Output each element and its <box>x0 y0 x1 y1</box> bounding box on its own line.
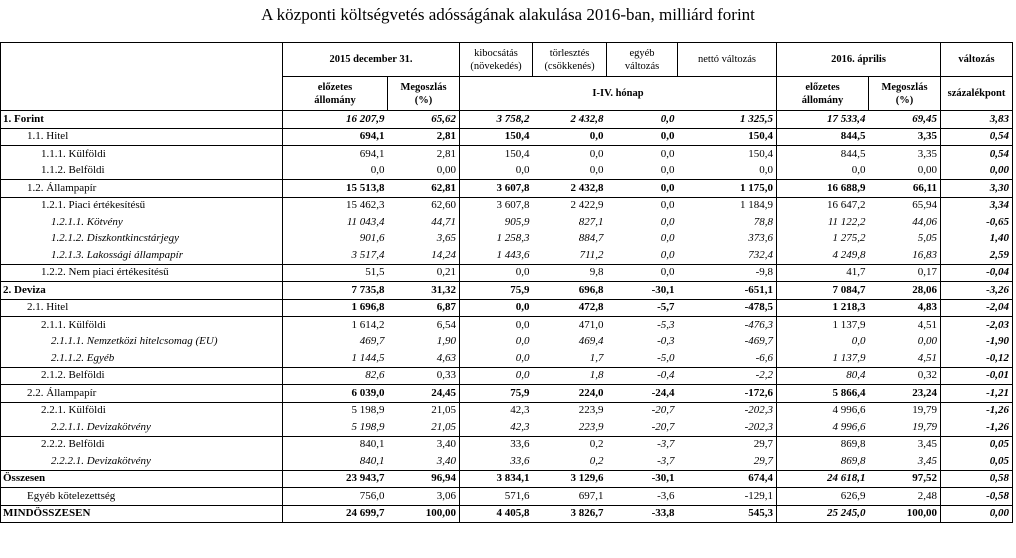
share-2016: 2,48 <box>869 488 941 506</box>
share-2015: 3,40 <box>436 454 457 467</box>
header-stock-start: előzetes állomány <box>283 77 388 111</box>
table-row <box>1 214 1013 231</box>
row-label: 2.1. Hitel <box>1 299 283 317</box>
net-change: -6,6 <box>755 351 774 364</box>
repayment: 0,2 <box>533 436 607 453</box>
table-row <box>1 197 1013 214</box>
repayment: 224,0 <box>533 385 607 403</box>
issuance: 0,0 <box>460 367 533 385</box>
share-2015: 3,06 <box>388 488 460 506</box>
row-label: Egyéb kötelezettség <box>1 488 283 506</box>
net-change: 545,3 <box>678 505 777 523</box>
other-change: 0,0 <box>607 146 678 163</box>
stock-2016: 1 137,9 <box>777 317 869 334</box>
net-change: 29,7 <box>678 436 777 453</box>
net-change: -9,8 <box>678 264 777 282</box>
stock-2016: 80,4 <box>777 367 869 385</box>
issuance: 0,0 <box>460 299 533 317</box>
table-row <box>1 282 1013 300</box>
header-label-cell <box>1 43 283 111</box>
other-change: -0,4 <box>607 367 678 385</box>
share-2016: 4,51 <box>869 317 941 334</box>
other-change: -30,1 <box>607 470 678 488</box>
share-2016: 19,79 <box>869 402 941 419</box>
share-2016: 44,06 <box>912 215 938 228</box>
net-change: 1 184,9 <box>678 197 777 214</box>
repayment: 0,0 <box>533 146 607 163</box>
stock-2016: 844,5 <box>777 146 869 163</box>
stock-2016: 869,8 <box>777 453 869 470</box>
row-label: 1.2.1.2. Diszkontkincstárjegy <box>1 231 283 248</box>
stock-2015: 1 696,8 <box>283 299 388 317</box>
net-change: -129,1 <box>678 488 777 506</box>
share-2015: 0,00 <box>436 164 457 177</box>
change-pp: 0,54 <box>941 128 1013 146</box>
share-2016: 0,32 <box>869 367 941 385</box>
share-2015: 0,33 <box>388 367 460 385</box>
share-2016: 3,45 <box>917 454 938 467</box>
stock-2015: 11 043,4 <box>283 214 388 231</box>
other-change: -20,7 <box>651 420 675 433</box>
row-label: 2.1.1.1. Nemzetközi hitelcsomag (EU) <box>1 334 283 351</box>
header-months: I-IV. hónap <box>460 77 777 111</box>
table-row <box>1 419 1013 436</box>
change-pp: 1,40 <box>941 231 1013 248</box>
repayment: 223,9 <box>578 420 604 433</box>
net-change: -172,6 <box>678 385 777 403</box>
share-2015: 100,00 <box>388 505 460 523</box>
other-change: -5,3 <box>607 317 678 334</box>
header-share-end: Megoszlás (%) <box>869 77 941 111</box>
stock-2015: 901,6 <box>283 231 388 248</box>
row-label: 1.1.1. Külföldi <box>1 146 283 163</box>
share-2016: 23,24 <box>869 385 941 403</box>
share-2016: 66,11 <box>869 180 941 198</box>
table-row <box>1 146 1013 163</box>
stock-2015: 5 198,9 <box>283 419 388 436</box>
stock-2016: 0,0 <box>777 163 869 180</box>
other-change: 0,0 <box>660 232 675 245</box>
stock-2016: 24 618,1 <box>777 470 869 488</box>
share-2016: 3,45 <box>869 436 941 453</box>
row-label: 1.2.1. Piaci értékesítésű <box>1 197 283 214</box>
stock-2016: 844,5 <box>777 128 869 146</box>
stock-2015: 82,6 <box>283 367 388 385</box>
other-change: -33,8 <box>607 505 678 523</box>
share-2016: 69,45 <box>869 111 941 129</box>
change-pp: 0,54 <box>941 146 1013 163</box>
stock-2015: 840,1 <box>283 436 388 453</box>
change-pp: -0,58 <box>941 488 1013 506</box>
repayment: 1,8 <box>533 367 607 385</box>
share-2015: 21,05 <box>388 402 460 419</box>
header-repayment: törlesztés (csökkenés) <box>533 43 607 77</box>
change-pp: 0,05 <box>941 453 1013 470</box>
share-2016: 28,06 <box>869 282 941 300</box>
share-2015: 4,63 <box>436 351 457 364</box>
net-change: 1 325,5 <box>678 111 777 129</box>
change-pp: -0,01 <box>941 367 1013 385</box>
share-2015: 6,54 <box>388 317 460 334</box>
stock-2015: 469,7 <box>283 334 388 351</box>
stock-2015: 23 943,7 <box>283 470 388 488</box>
header-period-end: 2016. április <box>777 43 941 77</box>
share-2015: 6,87 <box>388 299 460 317</box>
change-pp: -0,65 <box>941 214 1013 231</box>
row-label: 2.1.1.2. Egyéb <box>1 350 283 367</box>
header-change: változás <box>941 43 1013 77</box>
header-issuance: kibocsátás (növekedés) <box>460 43 533 77</box>
table-row <box>1 247 1013 264</box>
stock-2016: 4 996,6 <box>777 402 869 419</box>
repayment: 469,4 <box>578 335 604 348</box>
issuance: 1 443,6 <box>460 247 533 264</box>
row-label: 2.1.1. Külföldi <box>1 317 283 334</box>
other-change: 0,0 <box>607 264 678 282</box>
share-2016: 4,83 <box>869 299 941 317</box>
repayment: 697,1 <box>533 488 607 506</box>
change-pp: -1,26 <box>941 419 1013 436</box>
stock-2015: 6 039,0 <box>283 385 388 403</box>
stock-2015: 694,1 <box>283 146 388 163</box>
stock-2015: 694,1 <box>283 128 388 146</box>
stock-2016: 4 249,8 <box>777 247 869 264</box>
row-label: Összesen <box>1 470 283 488</box>
share-2016: 4,51 <box>917 351 938 364</box>
issuance: 0,0 <box>460 163 533 180</box>
change-pp: 3,83 <box>941 111 1013 129</box>
other-change: -24,4 <box>607 385 678 403</box>
stock-2016: 11 122,2 <box>777 214 869 231</box>
row-label: 1. Forint <box>1 111 283 129</box>
net-change: 1 175,0 <box>678 180 777 198</box>
issuance: 0,0 <box>460 264 533 282</box>
issuance: 0,0 <box>460 317 533 334</box>
row-label: 1.2.1.1. Kötvény <box>1 214 283 231</box>
other-change: -3,7 <box>657 454 675 467</box>
repayment: 0,0 <box>533 128 607 146</box>
table-row <box>1 128 1013 146</box>
issuance: 33,6 <box>460 436 533 453</box>
stock-2015: 5 198,9 <box>283 402 388 419</box>
other-change: 0,0 <box>607 180 678 198</box>
row-label: 1.1. Hitel <box>1 128 283 146</box>
other-change: 0,0 <box>607 128 678 146</box>
net-change: -651,1 <box>678 282 777 300</box>
row-label: 2.2.2.1. Devizakötvény <box>1 453 283 470</box>
change-pp: -1,90 <box>941 334 1013 351</box>
row-label: 1.2.2. Nem piaci értékesítésű <box>1 264 283 282</box>
net-change: 29,7 <box>753 454 774 467</box>
repayment: 2 422,9 <box>533 197 607 214</box>
share-2015: 21,05 <box>431 420 457 433</box>
share-2015: 2,81 <box>388 146 460 163</box>
share-2016: 3,35 <box>869 128 941 146</box>
table-row <box>1 488 1013 506</box>
issuance: 42,3 <box>460 402 533 419</box>
table-row <box>1 505 1013 523</box>
stock-2015: 3 517,4 <box>283 247 388 264</box>
stock-2016: 869,8 <box>777 436 869 453</box>
stock-2015: 7 735,8 <box>283 282 388 300</box>
table-row <box>1 470 1013 488</box>
stock-2016: 16 688,9 <box>777 180 869 198</box>
change-pp: -2,03 <box>941 317 1013 334</box>
table-row <box>1 453 1013 470</box>
issuance: 0,0 <box>460 350 533 367</box>
header-net-change: nettó változás <box>678 43 777 77</box>
share-2016: 3,35 <box>869 146 941 163</box>
repayment: 3 826,7 <box>533 505 607 523</box>
other-change: -5,7 <box>607 299 678 317</box>
repayment: 471,0 <box>533 317 607 334</box>
other-change: -20,7 <box>607 402 678 419</box>
issuance: 0,0 <box>460 334 533 351</box>
share-2015: 2,81 <box>388 128 460 146</box>
share-2015: 0,21 <box>388 264 460 282</box>
table-row <box>1 334 1013 351</box>
issuance: 3 607,8 <box>460 180 533 198</box>
change-pp: -3,26 <box>941 282 1013 300</box>
issuance: 75,9 <box>460 385 533 403</box>
issuance: 150,4 <box>460 128 533 146</box>
stock-2015: 756,0 <box>283 488 388 506</box>
net-change: -476,3 <box>678 317 777 334</box>
issuance: 3 834,1 <box>460 470 533 488</box>
table-row <box>1 231 1013 248</box>
share-2015: 62,60 <box>388 197 460 214</box>
other-change: -5,0 <box>657 351 675 364</box>
issuance: 3 607,8 <box>460 197 533 214</box>
stock-2015: 15 513,8 <box>283 180 388 198</box>
debt-table <box>0 42 1013 523</box>
table-row <box>1 264 1013 282</box>
repayment: 696,8 <box>533 282 607 300</box>
other-change: 0,0 <box>660 215 675 228</box>
repayment: 1,7 <box>589 351 604 364</box>
row-label: 2.1.2. Belföldi <box>1 367 283 385</box>
change-pp: 2,59 <box>941 247 1013 264</box>
header-other-change: egyéb változás <box>607 43 678 77</box>
net-change: 0,0 <box>759 164 774 177</box>
change-pp: 0,00 <box>941 505 1013 523</box>
issuance: 571,6 <box>460 488 533 506</box>
repayment: 827,1 <box>578 215 604 228</box>
other-change: -3,7 <box>607 436 678 453</box>
stock-2015: 0,0 <box>283 163 388 180</box>
change-pp: -1,21 <box>941 385 1013 403</box>
net-change: 78,8 <box>753 215 774 228</box>
repayment: 3 129,6 <box>533 470 607 488</box>
stock-2016: 1 218,3 <box>777 299 869 317</box>
header-percentage-points: százalékpont <box>941 77 1013 111</box>
issuance: 33,6 <box>460 453 533 470</box>
net-change: -202,3 <box>678 402 777 419</box>
net-change: -202,3 <box>744 420 774 433</box>
issuance: 1 258,3 <box>460 231 533 248</box>
change-pp: -2,04 <box>941 299 1013 317</box>
stock-2015: 15 462,3 <box>283 197 388 214</box>
stock-2015: 840,1 <box>283 453 388 470</box>
net-change: 373,6 <box>748 232 774 245</box>
stock-2016: 626,9 <box>777 488 869 506</box>
change-pp: 0,58 <box>941 470 1013 488</box>
net-change: -478,5 <box>678 299 777 317</box>
repayment: 711,2 <box>579 248 604 261</box>
row-label: 1.1.2. Belföldi <box>1 163 283 180</box>
change-pp: 0,05 <box>941 436 1013 453</box>
share-2016: 65,94 <box>869 197 941 214</box>
stock-2016: 5 866,4 <box>777 385 869 403</box>
table-row <box>1 163 1013 180</box>
net-change: 674,4 <box>678 470 777 488</box>
other-change: -30,1 <box>607 282 678 300</box>
change-pp: -0,04 <box>941 264 1013 282</box>
share-2015: 62,81 <box>388 180 460 198</box>
other-change: 0,0 <box>607 111 678 129</box>
stock-2016: 7 084,7 <box>777 282 869 300</box>
row-label: 2.2. Állampapír <box>1 385 283 403</box>
other-change: -0,3 <box>657 335 675 348</box>
share-2016: 5,05 <box>917 232 938 245</box>
table-row <box>1 317 1013 334</box>
other-change: 0,0 <box>660 248 675 261</box>
share-2015: 96,94 <box>388 470 460 488</box>
share-2015: 31,32 <box>388 282 460 300</box>
share-2015: 44,71 <box>431 215 457 228</box>
table-row <box>1 436 1013 453</box>
stock-2015: 24 699,7 <box>283 505 388 523</box>
net-change: 732,4 <box>748 248 774 261</box>
table-row <box>1 367 1013 385</box>
issuance: 75,9 <box>460 282 533 300</box>
other-change: 0,0 <box>607 197 678 214</box>
stock-2016: 16 647,2 <box>777 197 869 214</box>
table-row <box>1 385 1013 403</box>
header-share-start: Megoszlás (%) <box>388 77 460 111</box>
other-change: 0,0 <box>660 164 675 177</box>
share-2016: 19,79 <box>912 420 938 433</box>
share-2015: 14,24 <box>431 248 457 261</box>
issuance: 905,9 <box>460 214 533 231</box>
row-label: 1.2.1.3. Lakossági állampapír <box>1 247 283 264</box>
repayment: 2 432,8 <box>533 180 607 198</box>
repayment: 223,9 <box>533 402 607 419</box>
change-pp: 0,00 <box>941 163 1013 180</box>
repayment: 472,8 <box>533 299 607 317</box>
stock-2015: 1 144,5 <box>283 350 388 367</box>
table-row <box>1 180 1013 198</box>
share-2016: 0,00 <box>917 164 938 177</box>
issuance: 3 758,2 <box>460 111 533 129</box>
other-change: -3,6 <box>607 488 678 506</box>
change-pp: 3,30 <box>941 180 1013 198</box>
repayment: 0,2 <box>589 454 604 467</box>
net-change: -469,7 <box>744 335 774 348</box>
stock-2016: 1 275,2 <box>777 231 869 248</box>
share-2015: 65,62 <box>388 111 460 129</box>
row-label: MINDÖSSZESEN <box>1 505 283 523</box>
table-row <box>1 350 1013 367</box>
header-stock-end: előzetes állomány <box>777 77 869 111</box>
share-2015: 1,90 <box>436 335 457 348</box>
share-2016: 0,17 <box>869 264 941 282</box>
stock-2016: 25 245,0 <box>777 505 869 523</box>
row-label: 2. Deviza <box>1 282 283 300</box>
repayment: 884,7 <box>578 232 604 245</box>
row-label: 2.2.1.1. Devizakötvény <box>1 419 283 436</box>
share-2016: 16,83 <box>912 248 938 261</box>
stock-2015: 16 207,9 <box>283 111 388 129</box>
share-2015: 3,65 <box>436 232 457 245</box>
repayment: 2 432,8 <box>533 111 607 129</box>
row-label: 2.2.2. Belföldi <box>1 436 283 453</box>
issuance: 4 405,8 <box>460 505 533 523</box>
table-row <box>1 299 1013 317</box>
issuance: 150,4 <box>460 146 533 163</box>
share-2015: 3,40 <box>388 436 460 453</box>
stock-2016: 1 137,9 <box>777 350 869 367</box>
change-pp: -0,12 <box>941 350 1013 367</box>
stock-2015: 51,5 <box>283 264 388 282</box>
repayment: 9,8 <box>533 264 607 282</box>
net-change: -2,2 <box>678 367 777 385</box>
table-title: A központi költségvetés adósságának alakulása 2016-ban, milliárd forint <box>261 5 755 24</box>
issuance: 42,3 <box>460 419 533 436</box>
table-row <box>1 402 1013 419</box>
header-period-start: 2015 december 31. <box>283 43 460 77</box>
change-pp: 3,34 <box>941 197 1013 214</box>
share-2015: 24,45 <box>388 385 460 403</box>
stock-2016: 0,0 <box>777 334 869 351</box>
share-2016: 97,52 <box>869 470 941 488</box>
repayment: 0,0 <box>589 164 604 177</box>
row-label: 2.2.1. Külföldi <box>1 402 283 419</box>
share-2016: 100,00 <box>869 505 941 523</box>
net-change: 150,4 <box>678 128 777 146</box>
net-change: 150,4 <box>678 146 777 163</box>
stock-2016: 17 533,4 <box>777 111 869 129</box>
change-pp: -1,26 <box>941 402 1013 419</box>
table-row <box>1 111 1013 129</box>
stock-2016: 4 996,6 <box>777 419 869 436</box>
row-label: 1.2. Állampapír <box>1 180 283 198</box>
stock-2015: 1 614,2 <box>283 317 388 334</box>
share-2016: 0,00 <box>917 335 938 348</box>
stock-2016: 41,7 <box>777 264 869 282</box>
